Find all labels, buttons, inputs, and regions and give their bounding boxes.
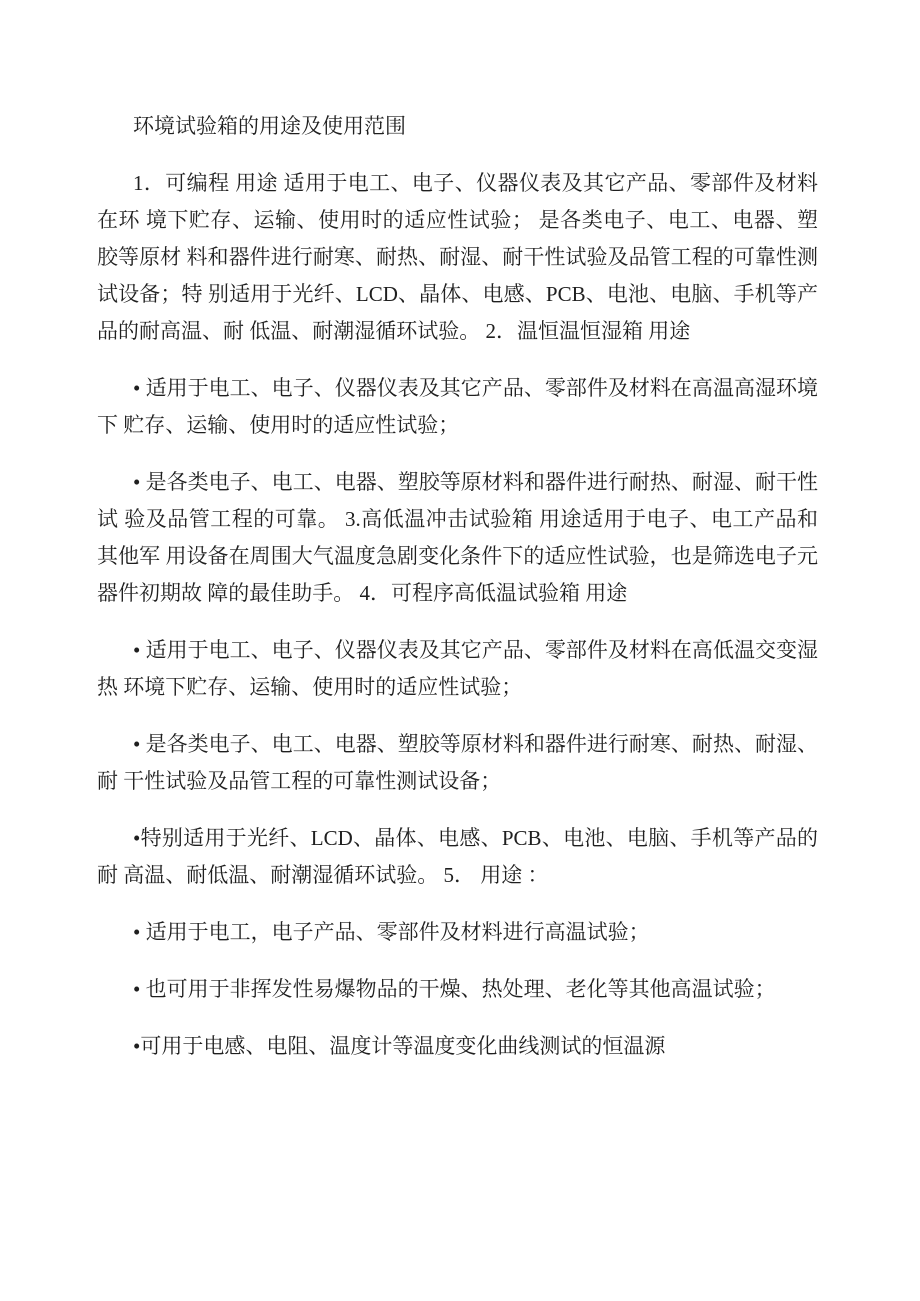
bullet-paragraph: • 适用于电工，电子产品、零部件及材料进行高温试验； [133,920,650,944]
bullet-paragraph: • 适用于电工、电子、仪器仪表及其它产品、零部件及材料在高低温交变湿热 环境下贮存、运输、使用时的适应性试验； [97,638,818,699]
bullet-paragraph: • 是各类电子、电工、电器、塑胶等原材料和器件进行耐热、耐湿、耐干性试 验及品管工程的可靠。 3.高低温冲击试验箱 用途适用于电子、电工产品和其他军 用设备在周围大气温度急剧变化条件下的适应性试验，也是筛选电子元器件初期故 障的最佳助手。 4．可程序高低温试验箱 用途 [97,470,818,605]
bullet-paragraph: • 适用于电工、电子、仪器仪表及其它产品、零部件及材料在高温高湿环境下 贮存、运输、使用时的适应性试验； [97,376,818,437]
paragraph-numbered-1: 1．可编程 用途 适用于电工、电子、仪器仪表及其它产品、零部件及材料在环 境下贮存、运输、使用时的适应性试验； 是各类电子、电工、电器、塑胶等原材 料和器件进行耐寒、耐热、耐湿、耐干性试验及品管工程的可靠性测试设备；特 别适用于光纤、LCD、晶体、电感、PCB、电池、电脑、手机等产品的耐高温、耐 低温、耐潮湿循环试验。 2．温恒温恒湿箱 用途 [97,171,818,343]
bullet-paragraph: •可用于电感、电阻、温度计等温度变化曲线测试的恒温源 [133,1034,666,1058]
bullet-paragraph: • 也可用于非挥发性易爆物品的干燥、热处理、老化等其他高温试验； [133,977,776,1001]
page-title: 环境试验箱的用途及使用范围 [133,114,406,138]
bullet-paragraph: •特别适用于光纤、LCD、晶体、电感、PCB、电池、电脑、手机等产品的耐 高温、耐低温、耐潮湿循环试验。 5． 用途 ： [97,826,818,887]
bullet-paragraph: • 是各类电子、电工、电器、塑胶等原材料和器件进行耐寒、耐热、耐湿、耐 干性试验及品管工程的可靠性测试设备； [97,732,818,793]
